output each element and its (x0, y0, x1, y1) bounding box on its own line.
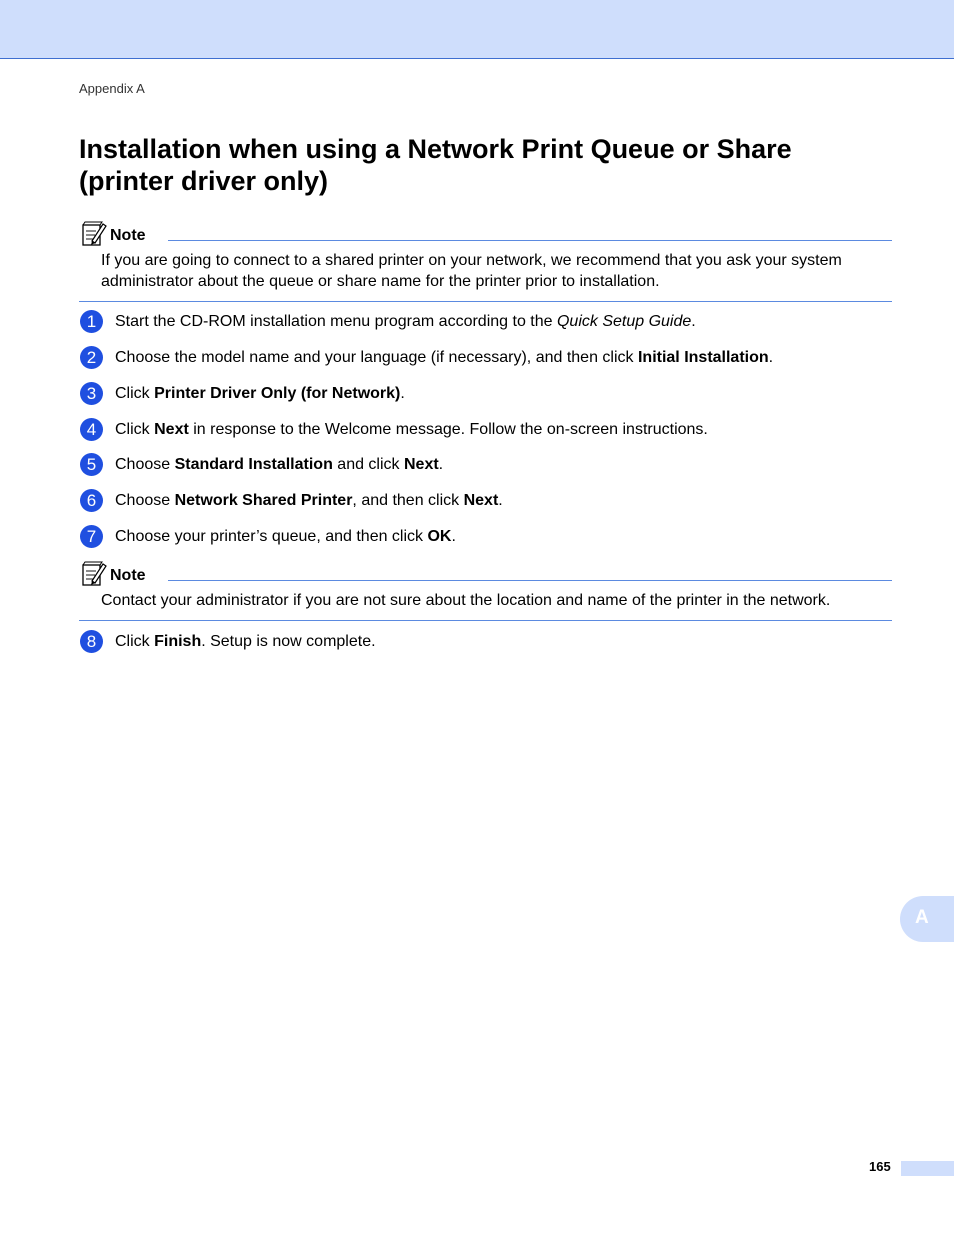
note-top-rule (168, 580, 892, 581)
step-number-badge: 4 (80, 418, 103, 441)
step-text-run: . (451, 528, 456, 545)
step-text-run: . (691, 313, 696, 330)
step-text-run: Start the CD-ROM installation menu program according to the (115, 313, 557, 330)
page-title-line-1: Installation when using a Network Print Queue or Share (79, 134, 792, 164)
step-text (115, 491, 503, 511)
step-text-run: . (768, 349, 774, 366)
running-header: Appendix A (79, 81, 145, 96)
note-pencil-icon (81, 221, 107, 247)
step-text (115, 632, 376, 652)
step-text-run: Click (115, 421, 155, 438)
step-text-run: and click (332, 456, 404, 473)
note-box-2 (79, 561, 892, 621)
appendix-side-tab (900, 896, 954, 942)
note-text: If you are going to connect to a shared printer on your network, we recommend that you ask your system administrator about the queue or share name for the printer prior to installation. (101, 252, 842, 290)
step-text (115, 384, 405, 404)
step-number-badge: 5 (80, 453, 103, 476)
step-text-run: . (498, 492, 503, 509)
step-text-run: Click (115, 385, 155, 402)
step-text-run: Choose (115, 492, 175, 509)
note-header (79, 561, 892, 589)
step-5 (80, 453, 892, 477)
step-1 (80, 310, 892, 334)
step-text (115, 312, 696, 332)
ui-term: Next (463, 492, 499, 509)
ui-term: Initial Installation (637, 349, 769, 366)
step-text (115, 420, 708, 440)
note-text: Contact your administrator if you are not sure about the location and name of the printer in the network. (101, 592, 831, 609)
step-number-badge: 1 (80, 310, 103, 333)
step-text-run: . (438, 456, 444, 473)
doc-reference: Quick Setup Guide (556, 313, 692, 330)
ui-term: Printer Driver Only (for Network) (154, 385, 401, 402)
ui-term: Next (154, 421, 189, 438)
step-text-run: , and then click (352, 492, 464, 509)
ui-term: Next (403, 456, 439, 473)
ui-term: Network Shared Printer (174, 492, 353, 509)
page-number: 165 (869, 1159, 891, 1174)
step-text-run: Choose (115, 456, 175, 473)
note-header (79, 221, 892, 249)
step-3 (80, 382, 892, 406)
step-number-badge: 8 (80, 630, 103, 653)
ui-term: OK (427, 528, 452, 545)
step-7 (80, 525, 892, 549)
step-text-run: Choose your printer’s queue, and then click (115, 528, 428, 545)
top-banner (0, 0, 954, 59)
note-label: Note (110, 567, 146, 584)
step-number-badge: 6 (80, 489, 103, 512)
step-2 (80, 346, 892, 370)
page-title (79, 133, 879, 197)
step-8 (80, 630, 892, 654)
step-4 (80, 418, 892, 442)
note-pencil-icon (81, 561, 107, 587)
step-number-badge: 2 (80, 346, 103, 369)
step-6 (80, 489, 892, 513)
footer-bar (901, 1161, 954, 1176)
note-top-rule (168, 240, 892, 241)
step-text-run: . (400, 385, 405, 402)
step-text (115, 348, 773, 368)
note-label: Note (110, 227, 146, 244)
note-bottom-rule (79, 301, 892, 302)
step-number-badge: 3 (80, 382, 103, 405)
step-text-run: . Setup is now complete. (201, 633, 376, 650)
ui-term: Standard Installation (174, 456, 333, 473)
step-text-run: Choose the model name and your language (if necessary), and then click (115, 349, 638, 366)
appendix-side-tab-label: A (915, 907, 929, 928)
step-text-run: Click (115, 633, 155, 650)
ui-term: Finish (154, 633, 202, 650)
note-box-1 (79, 221, 892, 302)
step-text (115, 527, 456, 547)
page-title-line-2: (printer driver only) (79, 166, 329, 196)
step-text-run: in response to the Welcome message. Follow the on-screen instructions. (188, 421, 708, 438)
step-number-badge: 7 (80, 525, 103, 548)
note-bottom-rule (79, 620, 892, 621)
step-text (115, 455, 443, 475)
